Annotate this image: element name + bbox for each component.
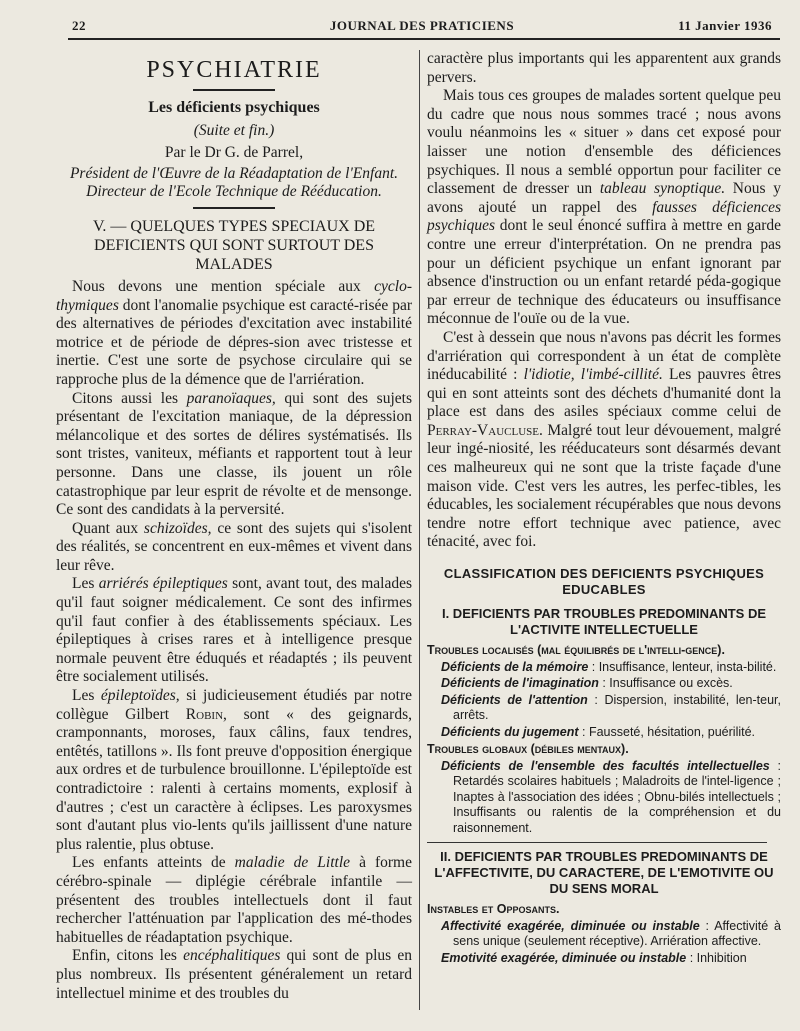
section-rule xyxy=(193,89,275,91)
text-run: à forme cérébro-spinale — diplégie cérébrale infantile — présentent des troubles intellectuels dont il faut rechercher l'atténuation par l'application des mé-thodes habituelles de réadaptation psychique. xyxy=(56,854,412,946)
text-run: cyclo-thymiques xyxy=(56,277,412,314)
column-divider xyxy=(419,50,420,1010)
text-run: Nous devons une mention spéciale aux xyxy=(72,277,375,295)
article-subtitle: (Suite et fin.) xyxy=(193,121,275,139)
group-instables-list xyxy=(427,919,781,967)
text-run: l'idiotie, l'imbé-cillité. xyxy=(523,366,663,384)
classification-item xyxy=(427,676,781,692)
left-paragraph xyxy=(56,854,412,947)
text-run: qui sont de plus en plus nombreux. Ils présentent généralement un retard intellectuel minime et des troubles du xyxy=(56,947,412,1002)
text-run: dont le seul énoncé suffira à mettre en garde contre une erreur d'interprétation. On ne prendra pas pour un déficient psychique un enfant ignorant par absence d'instruction ou un enfant retardé péda-gogique par erreur de technique des éducateurs ou insuffisance méconnue de l'ouïe ou de la vue. xyxy=(427,217,781,328)
item-label: Affectivité exagérée, diminuée ou instable xyxy=(441,918,700,933)
text-run: paranoïaques, xyxy=(186,389,276,407)
author-affiliation-2: Directeur de l'Ecole Technique de Rééducation. xyxy=(86,183,382,201)
text-run: Les xyxy=(72,575,99,593)
right-body xyxy=(427,50,781,552)
issue-date: 11 Janvier 1936 xyxy=(678,18,772,33)
left-paragraph xyxy=(56,575,412,687)
text-run: tableau synoptique. xyxy=(599,180,726,198)
text-run: Malgré tout leur dévouement, malgré leur ingé-niosité, les rééducateurs sont désarmés devant ces malheureux qui ne sont que la triste façade d'une maison vide. C'est vers les autres, les perfec-tibles, les éducables, les socialement récupérables que nous devons tendre notre effort technique avec patience, avec ténacité, avec foi. xyxy=(427,421,781,551)
item-label: Déficients de l'attention xyxy=(441,692,588,707)
text-run: épileptoïdes, xyxy=(100,687,180,705)
left-paragraph xyxy=(56,520,412,576)
text-run: caractère plus importants qui les apparentent aux grands pervers. xyxy=(427,50,781,86)
text-run: Perray-Vaucluse. xyxy=(427,421,543,439)
text-run: sont, avant tout, des malades qu'il faut soigner médicalement. Ce sont des infirmes qu'il faut confier à des établissements spéciaux. Les épileptiques à crises rares et à intelligence presque normale peuvent être éduqués et réadaptés ; ils peuvent être socialement utilisés. xyxy=(56,575,413,686)
article-author: Par le Dr G. de Parrel, xyxy=(164,144,304,162)
item-text: : Inhibition xyxy=(686,950,747,965)
text-run: Robin xyxy=(185,705,224,723)
text-run: Les pauvres êtres qui en sont atteints sont des déchets d'humanité dont la place est dans des asiles spéciaux comme celui de xyxy=(427,366,782,421)
byline-rule xyxy=(193,207,275,209)
item-text: : Insuffisance, lenteur, insta-bilité. xyxy=(588,659,777,674)
group-global-title: Troubles globaux (débiles mentaux). xyxy=(427,742,629,757)
left-column xyxy=(56,50,412,1003)
left-paragraph xyxy=(56,278,412,390)
right-paragraph xyxy=(427,87,781,329)
text-run: Nous y avons ajouté un rappel des xyxy=(427,180,781,216)
text-run: Les enfants atteints de xyxy=(72,854,235,872)
left-paragraph xyxy=(56,390,412,520)
item-text: : Fausseté, hésitation, puérilité. xyxy=(578,724,756,739)
text-run: fausses déficiences psychiques xyxy=(427,198,781,235)
item-label: Déficients de la mémoire xyxy=(441,659,589,674)
header-rule xyxy=(68,38,780,40)
left-paragraph xyxy=(56,947,412,1003)
classification-item xyxy=(427,725,781,741)
text-run: Citons aussi les xyxy=(72,389,187,407)
text-run: si judicieusement étudiés par notre collègue Gilbert xyxy=(56,687,412,723)
item-label: Déficients du jugement xyxy=(441,724,579,739)
text-run: schizoïdes, xyxy=(143,519,212,537)
text-run: Enfin, citons les xyxy=(72,947,184,965)
text-run: dont l'anomalie psychique est caracté-risée par des alternatives de périodes d'excitation avec instabilité motrice et de période de dépres-sion avec tristesse et inertie. C'est une sorte de psychose circulaire qui se rapproche plus de la démence que de l'arriération. xyxy=(56,296,412,388)
classification-item xyxy=(427,693,781,724)
classification-item xyxy=(427,660,781,676)
text-run: Mais tous ces groupes de malades sortent quelque peu du cadre que nous nous sommes tracé ; nous avons voulu néanmoins les « situer » dans cet exposé pour laisser une notion d'ensemble des déficiences psychiques. Il nous a semblé opportun pour faciliter ce classement de dresser un xyxy=(427,87,781,198)
category-2-title: II. DEFICIENTS PAR TROUBLES PREDOMINANTS DE L'AFFECTIVITE, DU CARACTERE, DE L'EMOTIVITE OU DU SENS MORAL xyxy=(434,849,774,897)
right-column xyxy=(427,50,781,967)
page-number: 22 xyxy=(72,18,86,33)
text-run: arriérés épileptiques xyxy=(98,575,228,593)
classification-item xyxy=(427,951,781,967)
text-run: C'est à dessein que nous n'avons pas décrit les formes d'arriération qui correspondent à un état de complète inéducabilité : xyxy=(427,328,781,384)
category-1-title: I. DEFICIENTS PAR TROUBLES PREDOMINANTS DE L'ACTIVITE INTELLECTUELLE xyxy=(441,606,767,638)
text-run: , sont « des geignards, cramponnants, moroses, faux câlins, faux tendres, entêtés, tatillons ». Ils font preuve d'opposition énergique aux ordres et de turbulence brouillonne. L'épileptoïde est contradictoire : ralenti à certains moments, explosif à d'autres ; c'est un caractère à éclipses. Les paroxysmes sont d'autant plus vio-lents qu'ils jaillissent d'une nature plus ralentie, plus obtuse. xyxy=(56,705,413,853)
text-run: Quant aux xyxy=(72,519,144,537)
item-text: : Affectivité à sens unique (seulement réceptive). Arriération affective. xyxy=(453,918,781,949)
right-paragraph xyxy=(427,329,781,552)
group-instables-title: Instables et Opposants. xyxy=(427,902,560,917)
group-localized-title: Troubles localisés (mal équilibrés de l'intelli-gence). xyxy=(427,643,725,658)
section-title: PSYCHIATRIE xyxy=(146,57,322,83)
item-label: Déficients de l'ensemble des facultés intellectuelles xyxy=(441,758,770,773)
text-run: Les xyxy=(72,687,101,705)
text-run: ce sont des sujets qui s'isolent des réalités, se concentrent en eux-mêmes et vivent dans leur rêve. xyxy=(56,519,413,574)
item-text: : Dispersion, instabilité, len-teur, arrêts. xyxy=(453,692,781,723)
text-run: maladie de Little xyxy=(234,854,351,872)
classification-item xyxy=(427,759,781,837)
chapter-heading: V. — QUELQUES TYPES SPECIAUX DE DEFICIENTS QUI SONT SURTOUT DES MALADES xyxy=(92,217,376,273)
group-localized-list xyxy=(427,660,781,741)
running-head xyxy=(72,14,772,38)
author-affiliation-1: Président de l'Œuvre de la Réadaptation de l'Enfant. xyxy=(69,164,399,182)
list-rule xyxy=(427,842,767,843)
item-text: : Retardés scolaires habituels ; Maladroits de l'intel-ligence ; Inaptes à l'association des idées ; Obnu-bilés intellectuels ; Insuffisants ou ralentis de la compréhension et du raisonnement. xyxy=(453,758,781,835)
journal-title: JOURNAL DES PRATICIENS xyxy=(329,18,515,33)
item-text: : Insuffisance ou excès. xyxy=(598,676,733,691)
classification-title: CLASSIFICATION DES DEFICIENTS PSYCHIQUES EDUCABLES xyxy=(443,566,765,598)
group-global-list xyxy=(427,759,781,837)
text-run: encéphalitiques xyxy=(183,947,281,965)
article-title: Les déficients psychiques xyxy=(148,99,320,116)
item-label: Déficients de l'imagination xyxy=(441,676,599,691)
item-label: Emotivité exagérée, diminuée ou instable xyxy=(441,950,687,965)
left-paragraph xyxy=(56,687,412,854)
text-run: qui sont des sujets présentant de l'excitation maniaque, de la dépression mélancolique et des sortes de délires systématisés. Ils sont tristes, vaniteux, méfiants et rapportent tout à leur personne. Dans une classe, ils jouent un rôle catastrophique par leur esprit de révolte et de mensonge. Ce sont des candidats à la perversité. xyxy=(56,389,412,519)
classification-item xyxy=(427,919,781,950)
left-body xyxy=(56,278,412,1003)
right-paragraph xyxy=(427,50,781,87)
